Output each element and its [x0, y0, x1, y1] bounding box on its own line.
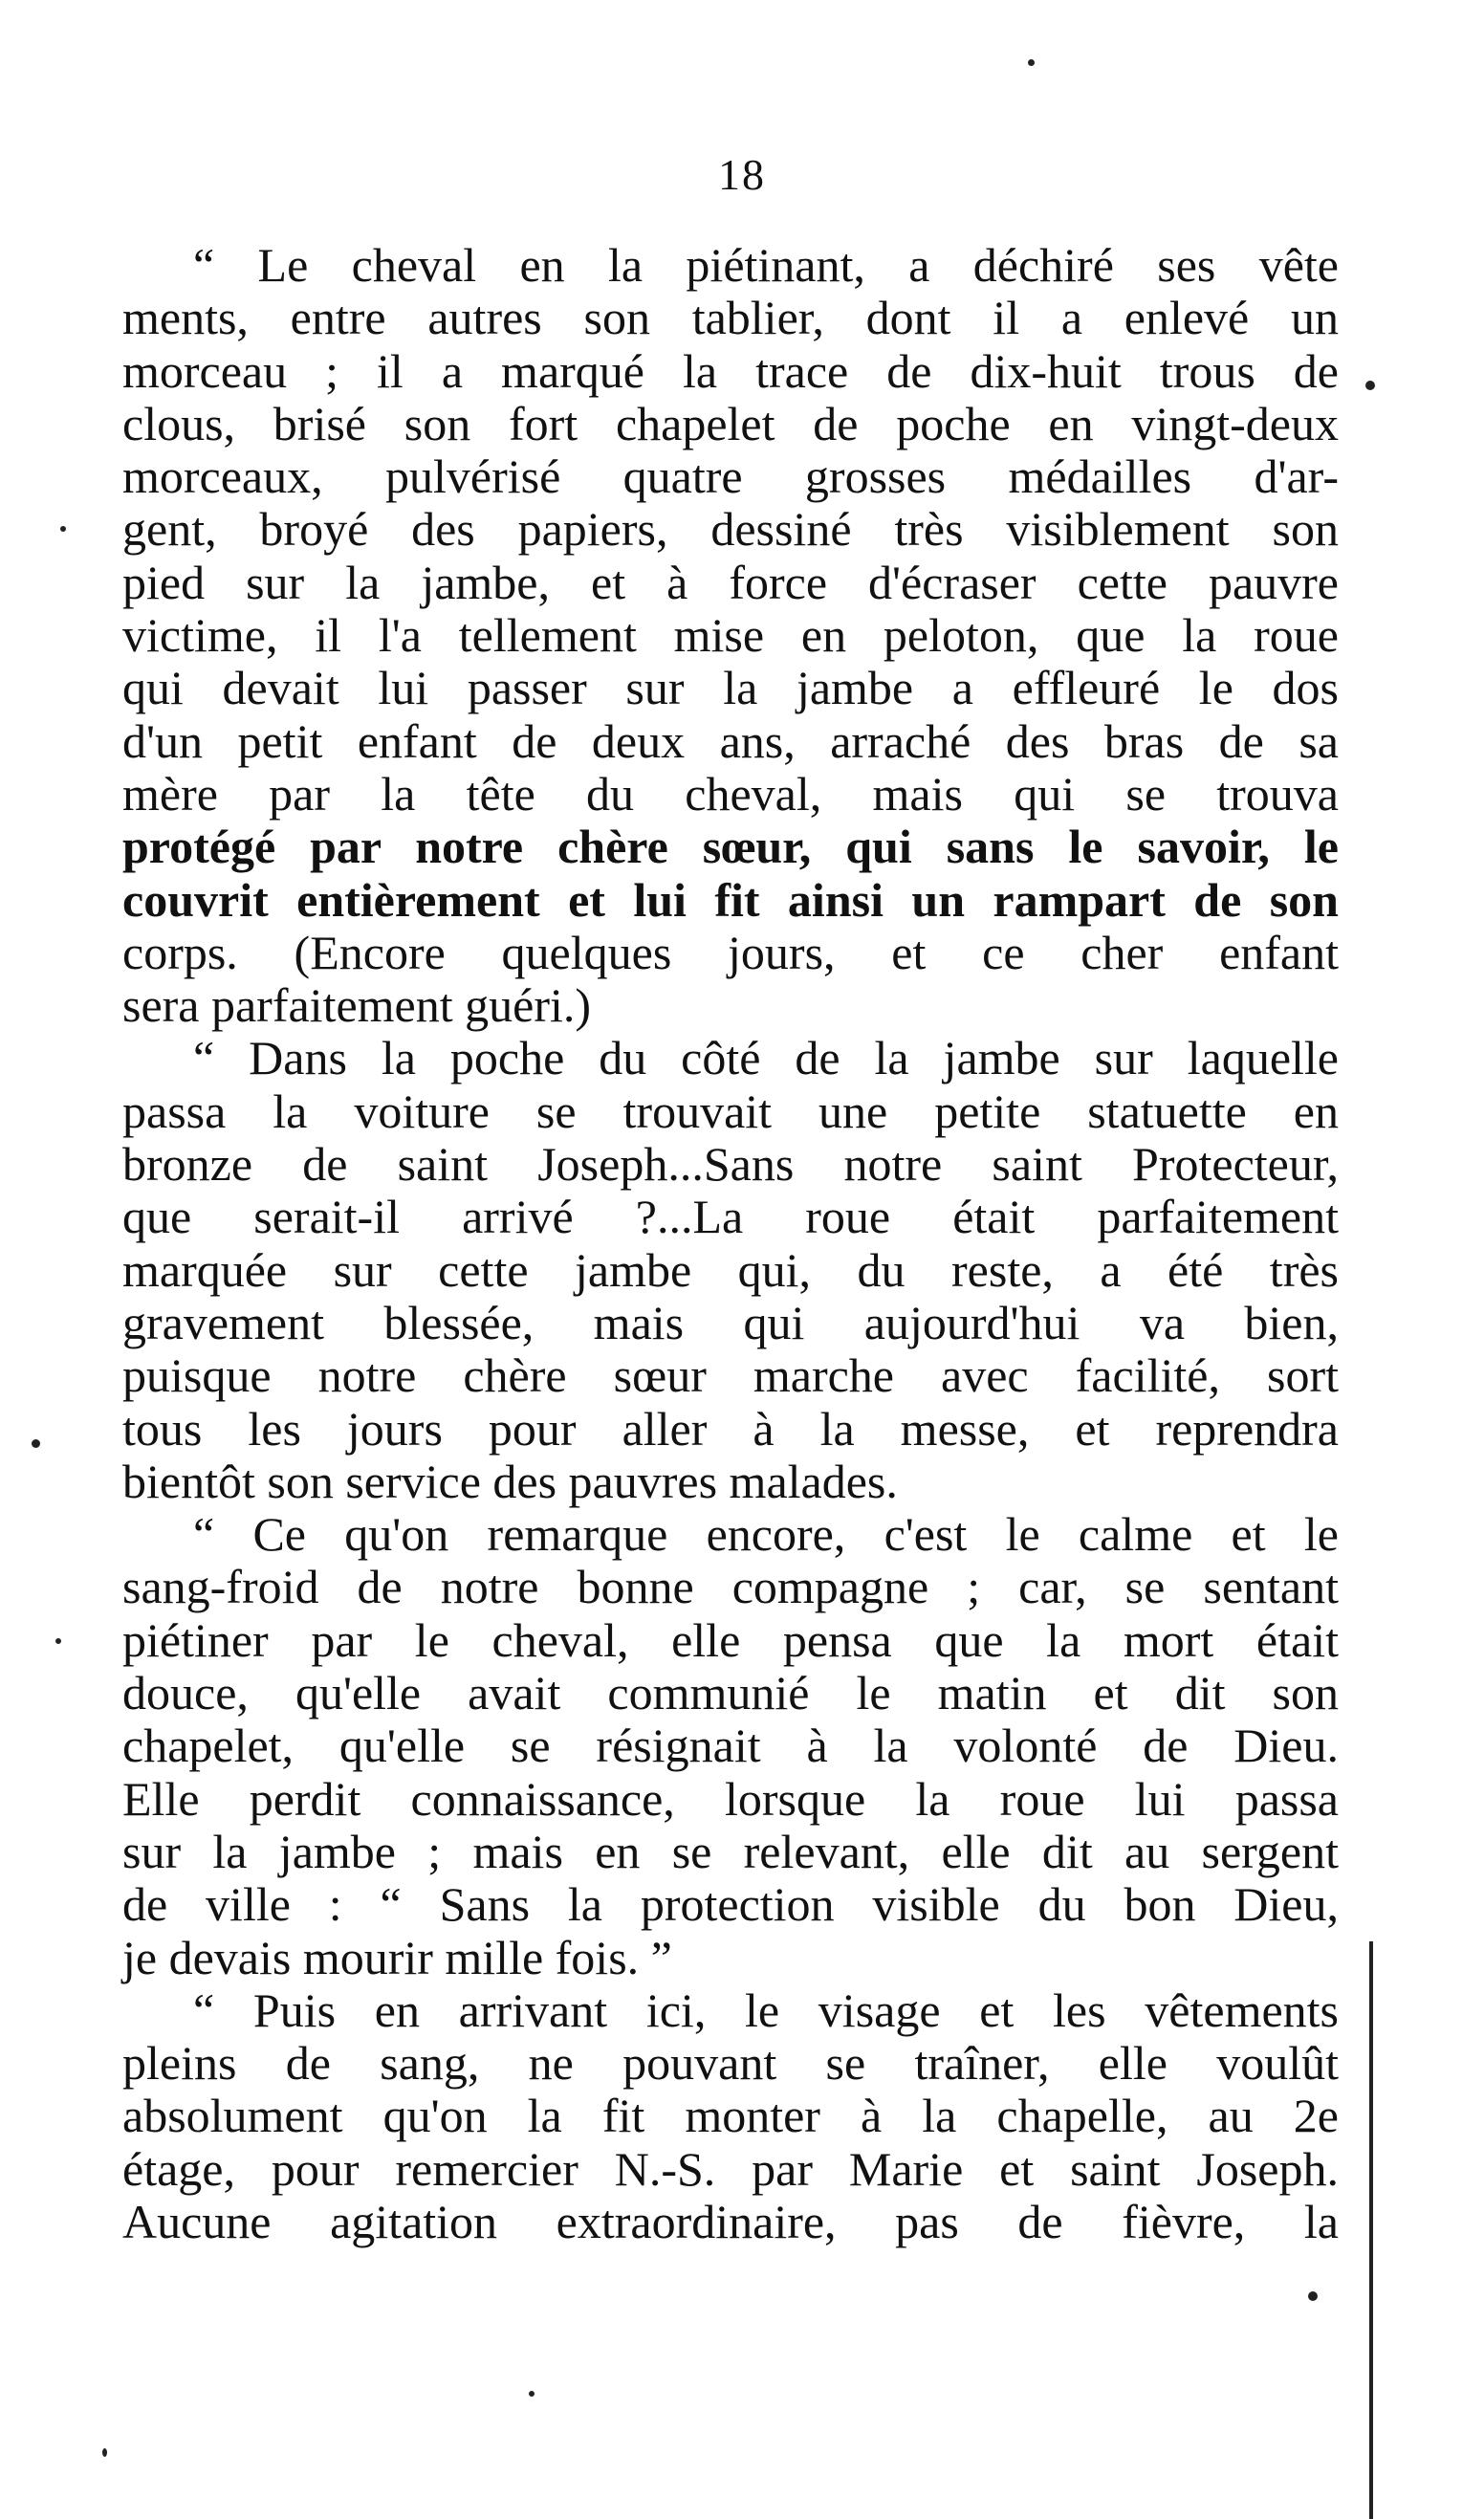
text-line: morceaux, pulvérisé quatre grosses médailles d'ar-	[122, 449, 1339, 504]
ink-speck	[102, 2448, 107, 2457]
text-line: puisque notre chère sœur marche avec facilité, sort	[122, 1348, 1339, 1403]
text-line: corps. (Encore quelques jours, et ce cher enfant	[122, 925, 1339, 979]
text-line: piétiner par le cheval, elle pensa que la mort était	[122, 1612, 1339, 1667]
ink-speck	[1028, 59, 1035, 66]
text-line: victime, il l'a tellement mise en peloton, que la roue	[122, 608, 1339, 663]
text-line: qui devait lui passer sur la jambe a effleuré le dos	[122, 661, 1339, 715]
text-line: mère par la tête du cheval, mais qui se trouva	[122, 766, 1339, 821]
text-line: morceau ; il a marqué la trace de dix-huit trous de	[122, 343, 1339, 398]
text-line: “ Ce qu'on remarque encore, c'est le calme et le	[193, 1507, 1339, 1562]
text-line: sang-froid de notre bonne compagne ; car, se sentant	[122, 1560, 1339, 1614]
text-line: pied sur la jambe, et à force d'écraser cette pauvre	[122, 555, 1339, 609]
text-line: de ville : “ Sans la protection visible du bon Dieu,	[122, 1877, 1339, 1932]
text-line: clous, brisé son fort chapelet de poche en vingt-deux	[122, 396, 1339, 450]
text-line: que serait-il arrivé ?...La roue était parfaitement	[122, 1190, 1339, 1244]
ink-speck	[60, 526, 66, 532]
page-number: 18	[718, 150, 766, 199]
text-line: gent, broyé des papiers, dessiné très visiblement son	[122, 502, 1339, 557]
text-line: pleins de sang, ne pouvant se traîner, elle voulût	[122, 2036, 1339, 2091]
text-line: absolument qu'on la fit monter à la chapelle, au 2e	[122, 2089, 1339, 2143]
text-line: Elle perdit connaissance, lorsque la roue lui passa	[122, 1771, 1339, 1826]
ink-speck	[529, 2391, 535, 2397]
paragraph-2	[122, 1032, 1339, 1508]
text-line: bientôt son service des pauvres malades.	[122, 1454, 898, 1508]
text-line: couvrit entièrement et lui fit ainsi un rampart de son	[122, 872, 1339, 927]
text-line: protégé par notre chère sœur, qui sans le savoir, le	[122, 820, 1339, 874]
text-line: d'un petit enfant de deux ans, arraché des bras de sa	[122, 713, 1339, 768]
text-line: marquée sur cette jambe qui, du reste, a été très	[122, 1242, 1339, 1297]
paragraph-1	[122, 239, 1339, 1032]
text-line: étage, pour remercier N.-S. par Marie et saint Joseph.	[122, 2141, 1339, 2196]
ink-speck	[1365, 381, 1375, 390]
text-line: sur la jambe ; mais en se relevant, elle dit au sergent	[122, 1824, 1339, 1878]
ink-speck	[32, 1439, 40, 1448]
text-line: passa la voiture se trouvait une petite statuette en	[122, 1084, 1339, 1138]
paragraph-3	[122, 1508, 1339, 1984]
text-line: Aucune agitation extraordinaire, pas de fièvre, la	[122, 2194, 1339, 2248]
body-text	[122, 239, 1339, 2248]
text-line: “ Le cheval en la piétinant, a déchiré ses vête	[193, 238, 1339, 292]
text-line: ments, entre autres son tablier, dont il a enlevé un	[122, 291, 1339, 345]
text-line: “ Dans la poche du côté de la jambe sur laquelle	[193, 1031, 1339, 1085]
ink-speck	[55, 1638, 61, 1644]
text-line: “ Puis en arrivant ici, le visage et les vêtements	[193, 1982, 1339, 2037]
text-line: douce, qu'elle avait communié le matin et dit son	[122, 1666, 1339, 1720]
text-line: chapelet, qu'elle se résignait à la volonté de Dieu.	[122, 1719, 1339, 1773]
text-line: gravement blessée, mais qui aujourd'hui va bien,	[122, 1295, 1339, 1349]
text-line: bronze de saint Joseph...Sans notre saint Protecteur,	[122, 1137, 1339, 1192]
ink-speck	[1308, 2291, 1318, 2301]
text-line: je devais mourir mille fois. ”	[122, 1930, 672, 1984]
text-line: sera parfaitement guéri.)	[122, 978, 592, 1033]
paragraph-4	[122, 1984, 1339, 2248]
text-line: tous les jours pour aller à la messe, et reprendra	[122, 1401, 1339, 1456]
page-edge-rule	[1369, 1941, 1373, 2519]
